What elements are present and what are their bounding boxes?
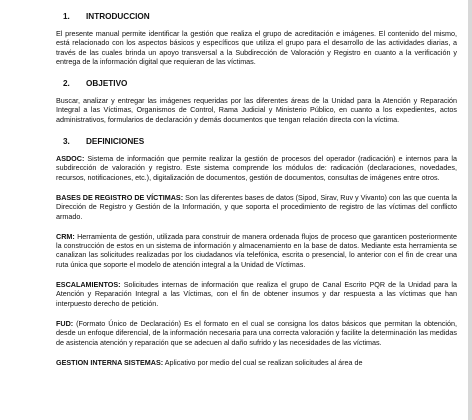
definition-text: (Formato Único de Declaración) Es el formato en el cual se consigna los datos básicos que permitan la obtención, desde un enfoque diferencial, de la información necesaria para una correcta valoración y facilite la determinación las medidas de asistencia atención y reparación que se adecuen al daño sufrido y las necesidades de las víctimas.	[56, 318, 457, 347]
definition-term: GESTION INTERNA SISTEMAS:	[56, 357, 164, 367]
definition-term: CRM:	[56, 231, 75, 241]
definition-text: Aplicativo por medio del cual se realizan solicitudes al área de	[163, 357, 363, 367]
definition-term: ESCALAMIENTOS:	[56, 280, 121, 290]
page-edge-shadow	[468, 0, 472, 420]
section-title: OBJETIVO	[86, 79, 128, 89]
definition-term: BASES DE REGISTRO DE VÍCTIMAS:	[56, 192, 184, 202]
definition-term: FUD:	[56, 318, 74, 328]
section-title: DEFINICIONES	[86, 137, 145, 147]
objetivo-paragraph: Buscar, analizar y entregar las imágenes requeridas por las diferentes áreas de la Unidad para la Atención y Reparación Integral a las Víctimas, Organismos de Control, Rama Judicial y Ministerio Público, en cuanto a los expedientes, actos administrativos, formularios de declaración y demás documentos que tengan relación directa con la víctima.	[56, 96, 457, 124]
definition-bases-registro	[56, 193, 457, 221]
section-heading-introduccion	[63, 12, 457, 21]
document-body	[56, 12, 457, 367]
introduccion-paragraph: El presente manual permite identificar la gestión que realiza el grupo de acreditación e imágenes. El contenido del mismo, está relacionado con los aspectos básicos y específicos que utiliza el grupo para el desarrollo de las actividades diarias, a través de las cuales brinda un apoyo transversal a la Subdirección de Valoración y Registro en cuanto a la verificación y entrega de la información digital que requieran de las víctimas.	[56, 29, 457, 66]
definition-text: Sistema de información que permite realizar la gestión de procesos del operador (radicación) e internos para la subdirección de valoración y registro. Este sistema comprende los módulos de: radicación (declaraciones, novedades, recursos, notificaciones, etc.), digitalización de documentos, gestión de documentos, consultas de imágenes entre otros.	[56, 154, 457, 182]
definition-fud	[56, 319, 457, 347]
definition-text: Solicitudes internas de información que realiza el grupo de Canal Escrito PQR de la Unidad para la Atención y Reparación Integral a las Víctimas, con el fin de obtener insumos y dar respuesta a las víctimas que han interpuesto derecho de petición.	[56, 280, 457, 308]
section-number: 1.	[63, 12, 70, 21]
definition-text: Herramienta de gestión, utilizada para construir de manera ordenada flujos de proceso que garanticen posteriormente la construcción de estos en un sistema de información y almacenamiento en la base de datos. Mediante esta herramienta se canalizan las solicitudes realizadas por los ciudadanos vía telefónica, escrita o presencial, lo anterior con el fin de crear una ruta única que soporte el modelo de atención integral a la Unidad de Víctimas.	[56, 231, 457, 269]
definition-crm	[56, 232, 457, 269]
section-title: INTRODUCCION	[86, 12, 150, 21]
definition-gestion-interna-sistemas	[56, 358, 457, 367]
section-number: 3.	[63, 137, 70, 147]
definition-asdoc	[56, 154, 457, 182]
definition-text: Son las diferentes bases de datos (Sipod, Sirav, Ruv y Vivanto) con las que cuenta la Dirección de Registro y Gestión de la Información, y que soporta el procedimiento de registro de las víctimas del conflicto armado.	[56, 192, 457, 221]
section-heading-definiciones	[63, 137, 457, 146]
definition-escalamientos	[56, 280, 457, 308]
definition-term: ASDOC:	[56, 154, 85, 164]
section-number: 2.	[63, 79, 70, 89]
section-heading-objetivo	[63, 79, 457, 88]
